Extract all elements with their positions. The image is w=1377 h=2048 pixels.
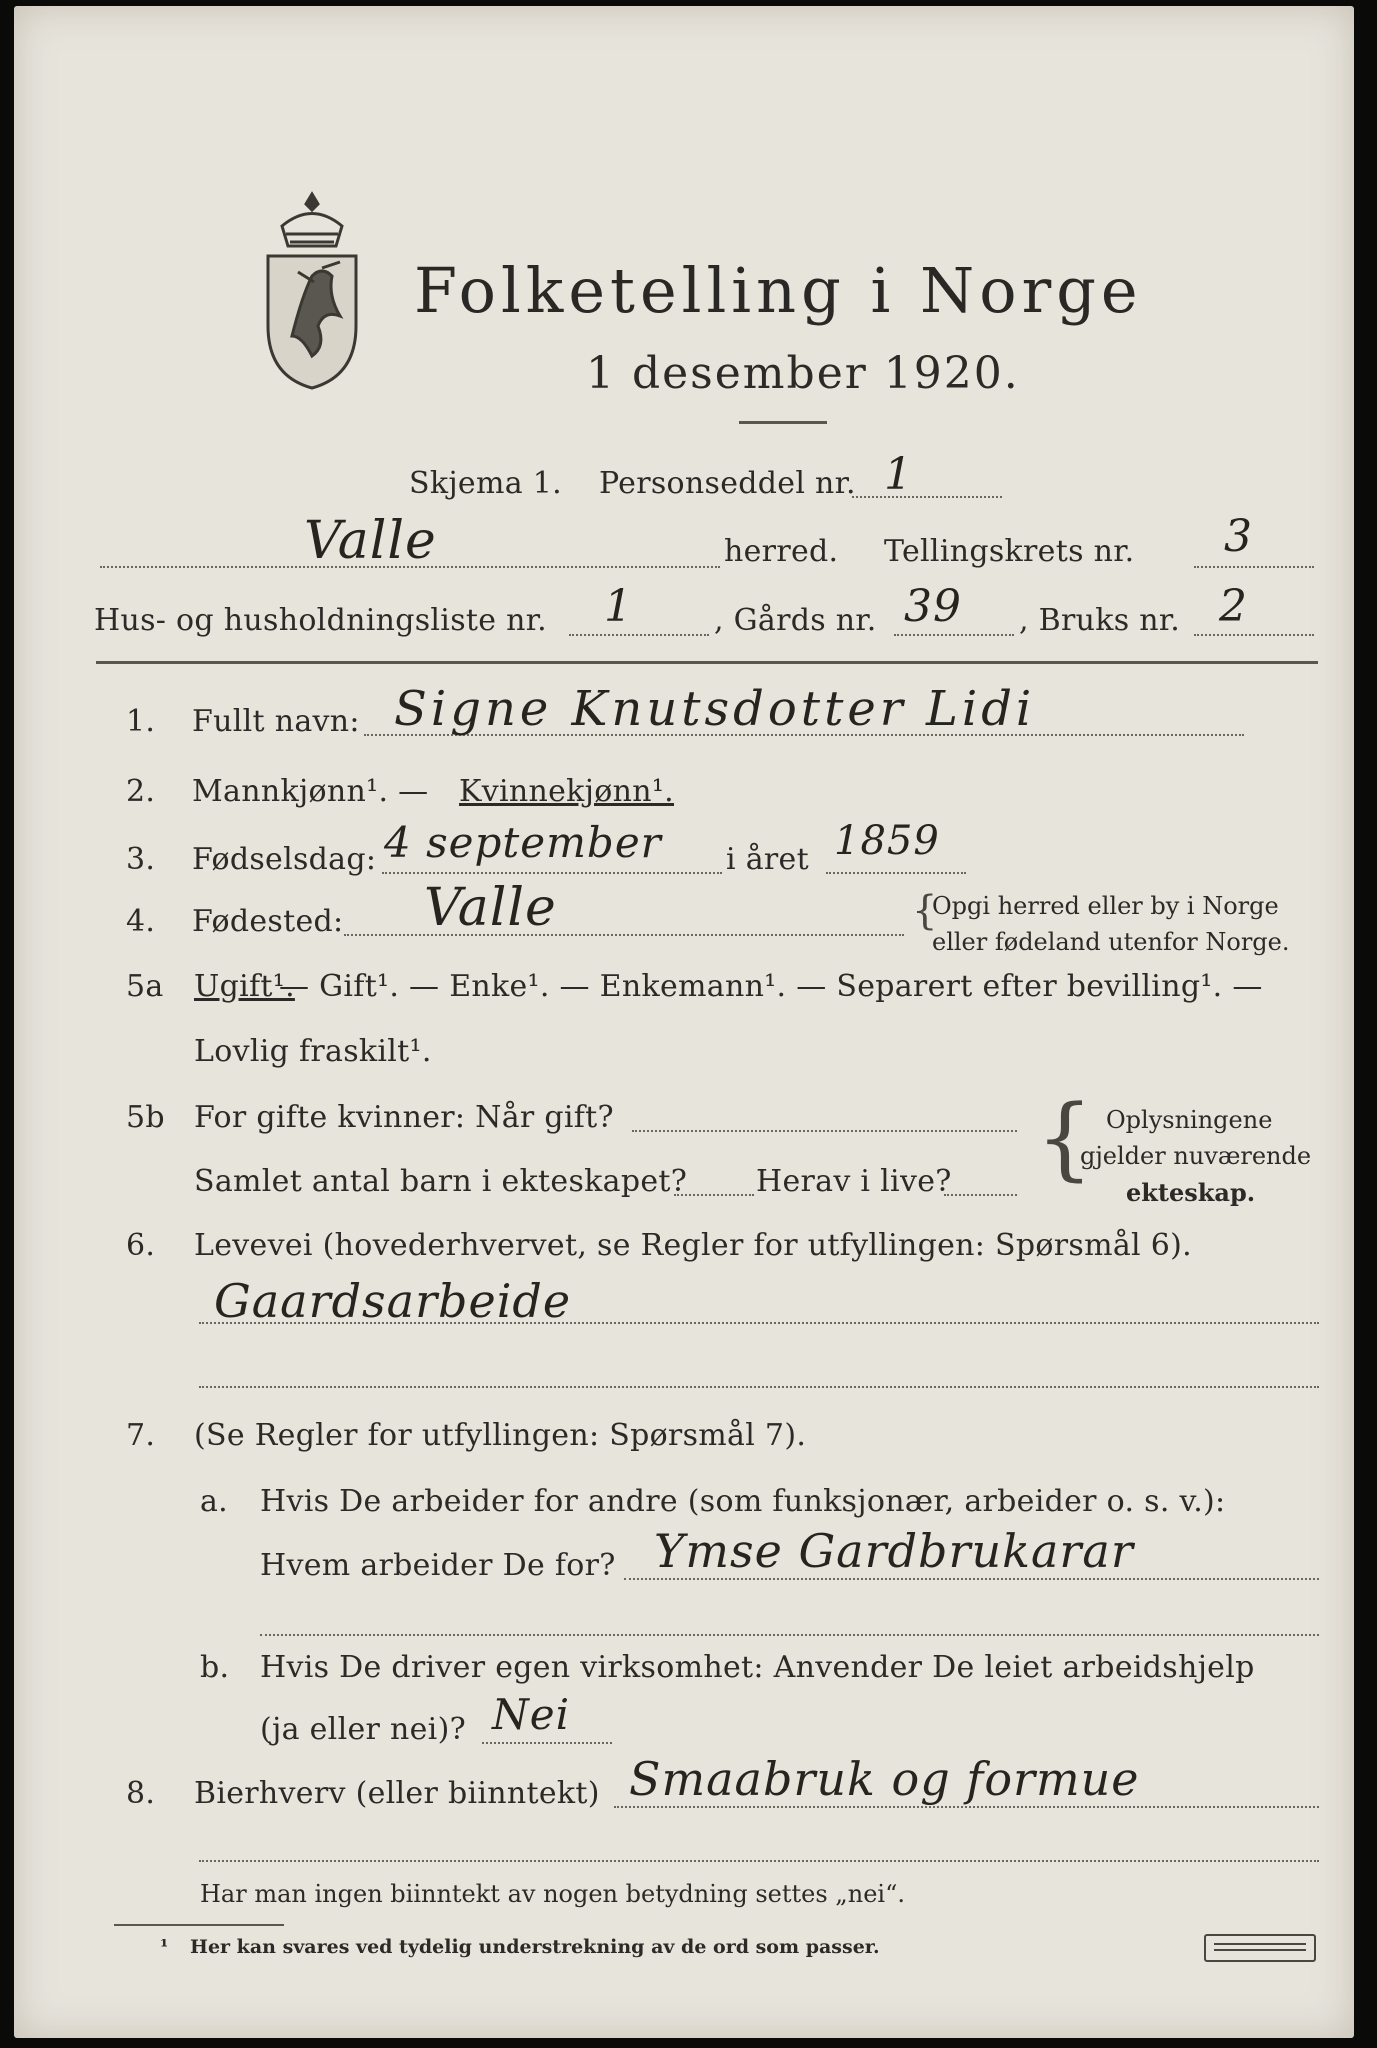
q5b-children: Samlet antal barn i ekteskapet? xyxy=(194,1164,688,1199)
census-form xyxy=(14,6,1354,2038)
bruks-label: , Bruks nr. xyxy=(1019,603,1181,638)
q7a-value: Ymse Gardbrukarar xyxy=(654,1524,1134,1578)
q3-year-line xyxy=(826,872,966,874)
q7b-letter: b. xyxy=(200,1650,230,1685)
q7a-label: Hvis De arbeider for andre (som funksjonær, arbeider o. s. v.): xyxy=(260,1484,1226,1519)
q8-number: 8. xyxy=(126,1776,156,1811)
q6-line-1 xyxy=(199,1322,1319,1324)
footnote-mark: ¹ xyxy=(160,1936,169,1958)
q3-day-value: 4 september xyxy=(384,818,662,867)
q7a-line xyxy=(624,1578,1319,1580)
q8-line-2 xyxy=(199,1860,1319,1862)
skjema-label: Skjema 1. xyxy=(409,466,562,501)
footnote-rule xyxy=(114,1924,284,1926)
bruks-value: 2 xyxy=(1219,581,1248,632)
q4-label: Fødested: xyxy=(192,904,344,939)
q4-number: 4. xyxy=(126,904,156,939)
q5a-line2: Lovlig fraskilt¹. xyxy=(194,1034,432,1069)
tellingskrets-value: 3 xyxy=(1224,511,1253,562)
title-divider xyxy=(739,421,827,424)
personseddel-label: Personseddel nr. xyxy=(599,466,856,501)
q5b-label: For gifte kvinner: Når gift? xyxy=(194,1100,614,1135)
q8-label: Bierhverv (eller biinntekt) xyxy=(194,1776,600,1811)
q7b-question: (ja eller nei)? xyxy=(260,1712,466,1747)
q6-line-2 xyxy=(199,1386,1319,1388)
husholdningsliste-value: 1 xyxy=(604,581,633,632)
tellingskrets-label: Tellingskrets nr. xyxy=(884,534,1135,569)
q7b-value: Nei xyxy=(492,1690,571,1739)
q1-number: 1. xyxy=(126,704,156,739)
q5b-note-3: ekteskap. xyxy=(1126,1178,1256,1207)
q6-label: Levevei (hovederhvervet, se Regler for utfyllingen: Spørsmål 6). xyxy=(194,1228,1192,1263)
q2-number: 2. xyxy=(126,774,156,809)
q3-number: 3. xyxy=(126,842,156,877)
q2-male: Mannkjønn¹. — xyxy=(192,774,429,809)
page-subtitle: 1 desember 1920. xyxy=(586,348,1020,399)
q5b-note-2: gjelder nuværende xyxy=(1080,1142,1312,1170)
bruks-line xyxy=(1194,634,1314,636)
q6-value: Gaardsarbeide xyxy=(214,1274,572,1328)
q7-number: 7. xyxy=(126,1418,156,1453)
q5b-brace: { xyxy=(1036,1086,1094,1191)
q4-note-2: eller fødeland utenfor Norge. xyxy=(932,928,1290,956)
gards-value: 39 xyxy=(904,581,962,632)
page-title: Folketelling i Norge xyxy=(414,254,1143,327)
herred-label: herred. xyxy=(724,534,839,569)
q3-year-label: i året xyxy=(726,842,809,877)
q5b-children-line xyxy=(674,1194,754,1196)
q5a-rest: — Gift¹. — Enke¹. — Enkemann¹. — Separert efter bevilling¹. — xyxy=(279,969,1263,1004)
herred-value: Valle xyxy=(304,511,437,571)
q5a-ugift: Ugift¹. xyxy=(194,969,295,1004)
printer-stamp xyxy=(1204,1934,1316,1962)
q4-note-1: Opgi herred eller by i Norge xyxy=(932,892,1279,920)
q1-label: Fullt navn: xyxy=(192,704,360,739)
q4-brace: { xyxy=(912,888,938,934)
personseddel-value: 1 xyxy=(884,449,913,500)
husholdningsliste-label: Hus- og husholdningsliste nr. xyxy=(94,603,547,638)
q8-line xyxy=(614,1806,1319,1808)
q7-label: (Se Regler for utfyllingen: Spørsmål 7). xyxy=(194,1418,807,1453)
q6-number: 6. xyxy=(126,1228,156,1263)
q5b-alive: Herav i live? xyxy=(756,1164,952,1199)
q3-label: Fødselsdag: xyxy=(192,842,377,877)
q3-day-line xyxy=(382,872,722,874)
q8-note: Har man ingen biinntekt av nogen betydning settes „nei“. xyxy=(200,1880,905,1908)
q7a-question: Hvem arbeider De for? xyxy=(260,1548,616,1583)
header-divider xyxy=(96,661,1318,664)
q5b-alive-line xyxy=(944,1194,1017,1196)
q5b-number: 5b xyxy=(126,1100,165,1135)
q7a-line-2 xyxy=(260,1634,1319,1636)
q2-female: Kvinnekjønn¹. xyxy=(459,774,674,809)
q7b-line xyxy=(482,1742,612,1744)
coat-of-arms-icon xyxy=(252,186,372,396)
tellingskrets-line xyxy=(1194,566,1314,568)
personseddel-line xyxy=(852,496,1002,498)
husholdningsliste-line xyxy=(569,634,709,636)
q8-value: Smaabruk og formue xyxy=(629,1752,1140,1806)
q3-year-value: 1859 xyxy=(834,818,940,864)
footnote-text: Her kan svares ved tydelig understrekning av de ord som passer. xyxy=(190,1936,880,1958)
q5a-number: 5a xyxy=(126,969,164,1004)
q1-value: Signe Knutsdotter Lidi xyxy=(394,681,1036,737)
q5b-line xyxy=(632,1130,1017,1132)
q7b-label: Hvis De driver egen virksomhet: Anvender De leiet arbeidshjelp xyxy=(260,1650,1255,1685)
gards-line xyxy=(894,634,1014,636)
q5b-note-1: Oplysningene xyxy=(1106,1106,1273,1134)
q4-value: Valle xyxy=(424,878,557,938)
q7a-letter: a. xyxy=(200,1484,229,1519)
gards-label: , Gårds nr. xyxy=(714,603,877,638)
